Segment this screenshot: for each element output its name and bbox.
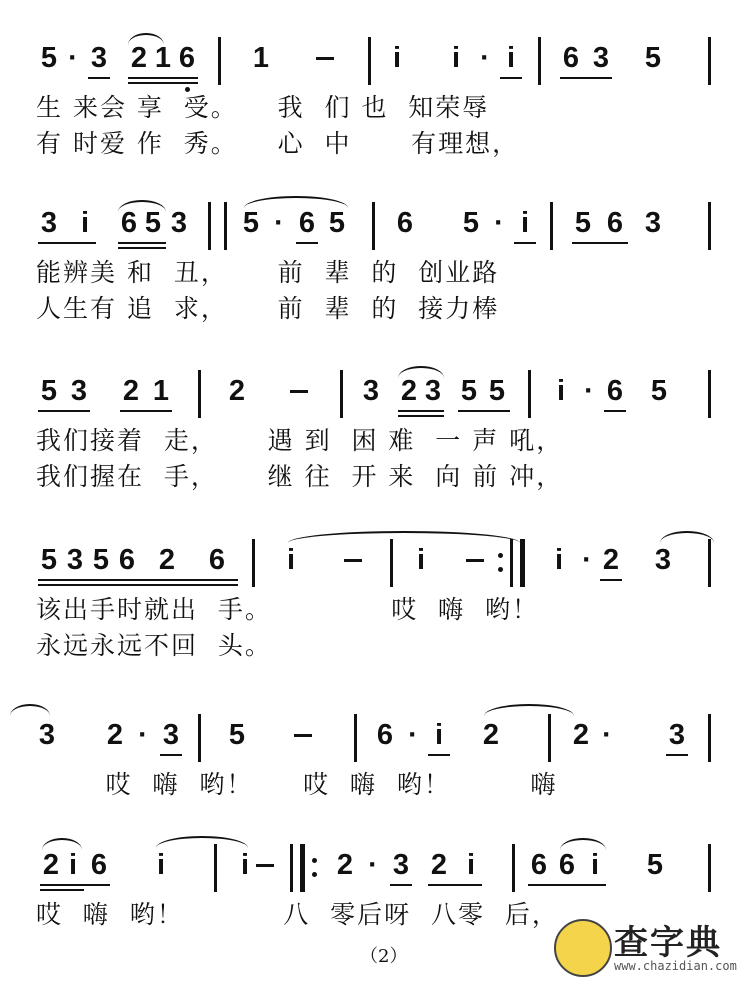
note: 6 — [562, 42, 580, 74]
dash — [294, 734, 312, 737]
note: 2 — [482, 719, 500, 751]
note: 2 — [228, 375, 246, 407]
notation-row — [0, 842, 754, 902]
lyrics-verse-2: 人生有 追 求， 前 辈 的 接力棒 — [36, 294, 500, 323]
dash — [466, 559, 484, 562]
watermark-url: www.chazidian.com — [614, 959, 737, 973]
note: 3 — [38, 719, 56, 751]
lyrics-verse-1: 生 来会 享 受。 我 们 也 知荣辱 — [36, 93, 490, 122]
note: i — [590, 849, 600, 881]
barline — [708, 844, 711, 892]
note: 6 — [178, 42, 196, 74]
dash — [256, 864, 274, 867]
note: 3 — [424, 375, 442, 407]
note: 2 — [106, 719, 124, 751]
note: 1 — [252, 42, 270, 74]
dash — [344, 559, 362, 562]
slur — [10, 704, 50, 716]
barline — [548, 714, 551, 762]
note: 2 — [158, 544, 176, 576]
note-dot: · — [274, 207, 284, 239]
slur — [484, 704, 574, 716]
underline — [528, 884, 606, 886]
note: i — [466, 849, 476, 881]
note: 6 — [120, 207, 138, 239]
note: i — [556, 375, 566, 407]
underline — [38, 242, 96, 244]
underline — [560, 77, 612, 79]
note: 3 — [162, 719, 180, 751]
note: 5 — [40, 375, 58, 407]
slur — [660, 531, 714, 543]
slur — [128, 33, 164, 45]
note: 5 — [574, 207, 592, 239]
note: i — [392, 42, 402, 74]
underline — [296, 242, 318, 244]
underline — [600, 579, 622, 581]
note: 6 — [396, 207, 414, 239]
note: 3 — [392, 849, 410, 881]
notation-row — [0, 35, 754, 95]
note: 3 — [40, 207, 58, 239]
note: i — [68, 849, 78, 881]
lyrics-verse-1: 该出手时就出 手。 哎 嗨 哟！ — [36, 595, 540, 624]
note-dot: · — [368, 849, 378, 881]
underline — [40, 889, 84, 891]
underline — [40, 884, 110, 886]
underline — [398, 410, 444, 412]
underline — [500, 77, 522, 79]
note: i — [286, 544, 296, 576]
underline — [88, 77, 110, 79]
notation-row — [0, 712, 754, 772]
barline — [208, 202, 211, 250]
note: 2 — [572, 719, 590, 751]
lyrics-verse-1: 哎 嗨 哟！ 八 零后呀 八零 后， — [36, 900, 559, 929]
note: 2 — [130, 42, 148, 74]
slur — [156, 836, 248, 848]
note: 5 — [92, 544, 110, 576]
note: 2 — [42, 849, 60, 881]
note: 6 — [298, 207, 316, 239]
note: i — [520, 207, 530, 239]
note: 1 — [154, 42, 172, 74]
barline — [354, 714, 357, 762]
lyrics-verse-2: 永远永远不回 头。 — [36, 631, 272, 660]
barline — [290, 844, 293, 892]
note: 3 — [362, 375, 380, 407]
slur — [42, 838, 82, 850]
note-dot: · — [494, 207, 504, 239]
note-dot: · — [480, 42, 490, 74]
note: 5 — [488, 375, 506, 407]
underline — [128, 82, 198, 84]
lyrics-verse-2: 有 时爱 作 秀。 心 中 有理想， — [36, 129, 520, 158]
note: 2 — [602, 544, 620, 576]
lyrics-verse-1: 能辨美 和 丑， 前 辈 的 创业路 — [36, 258, 500, 287]
note-dot: · — [408, 719, 418, 751]
note: 2 — [400, 375, 418, 407]
underline — [128, 77, 198, 79]
note: 3 — [70, 375, 88, 407]
note: i — [506, 42, 516, 74]
barline — [708, 714, 711, 762]
barline — [214, 844, 217, 892]
note: i — [156, 849, 166, 881]
note-dot: · — [68, 42, 78, 74]
note: 5 — [644, 42, 662, 74]
note: 3 — [170, 207, 188, 239]
underline — [390, 884, 412, 886]
underline — [160, 754, 182, 756]
note: 2 — [430, 849, 448, 881]
mascot-icon — [554, 919, 612, 977]
note: 6 — [558, 849, 576, 881]
note: 6 — [530, 849, 548, 881]
note: 6 — [376, 719, 394, 751]
underline — [428, 754, 450, 756]
barline — [224, 202, 227, 250]
barline — [708, 370, 711, 418]
note: 6 — [606, 207, 624, 239]
notation-row — [0, 368, 754, 428]
notation-row — [0, 537, 754, 597]
dash — [316, 57, 334, 60]
note: 5 — [228, 719, 246, 751]
repeat-dot — [498, 553, 503, 558]
barline — [708, 37, 711, 85]
underline — [38, 410, 90, 412]
note-dot: · — [584, 375, 594, 407]
lyrics-verse-2: 我们握在 手， 继 往 开 来 向 前 冲， — [36, 462, 564, 491]
barline — [528, 370, 531, 418]
underline — [120, 410, 172, 412]
watermark-logo — [554, 915, 737, 981]
notation-row — [0, 200, 754, 260]
watermark-name: 查字典 — [614, 923, 722, 963]
slur — [118, 200, 166, 212]
note: 5 — [144, 207, 162, 239]
barline — [372, 202, 375, 250]
lyrics-interjection: 哎 嗨 哟！ 哎 嗨 哟！ 嗨 — [36, 770, 558, 799]
note: 2 — [336, 849, 354, 881]
underline — [38, 579, 238, 581]
barline — [198, 714, 201, 762]
note: 5 — [328, 207, 346, 239]
barline — [368, 37, 371, 85]
note: 3 — [654, 544, 672, 576]
barline — [538, 37, 541, 85]
note: 6 — [606, 375, 624, 407]
note: i — [80, 207, 90, 239]
note: 5 — [462, 207, 480, 239]
barline — [708, 202, 711, 250]
repeat-dot — [498, 567, 503, 572]
note: 6 — [208, 544, 226, 576]
low-octave-dot — [185, 87, 190, 92]
repeat-dot — [312, 872, 317, 877]
underline — [604, 410, 626, 412]
repeat-dot — [312, 858, 317, 863]
note: 6 — [90, 849, 108, 881]
note: 3 — [90, 42, 108, 74]
underline — [398, 415, 444, 417]
barline — [390, 539, 393, 587]
note: 5 — [40, 42, 58, 74]
note: 3 — [644, 207, 662, 239]
barline — [198, 370, 201, 418]
barline — [252, 539, 255, 587]
underline — [118, 247, 166, 249]
note: i — [240, 849, 250, 881]
barline — [520, 539, 525, 587]
note: 5 — [650, 375, 668, 407]
barline — [550, 202, 553, 250]
underline — [666, 754, 688, 756]
barline — [512, 844, 515, 892]
barline — [708, 539, 711, 587]
underline — [38, 584, 238, 586]
note: 1 — [152, 375, 170, 407]
note: i — [554, 544, 564, 576]
page-number: （2） — [360, 946, 408, 967]
barline — [300, 844, 305, 892]
note-dot: · — [582, 544, 592, 576]
note: i — [416, 544, 426, 576]
note: 5 — [646, 849, 664, 881]
underline — [458, 410, 510, 412]
note: 3 — [592, 42, 610, 74]
barline — [218, 37, 221, 85]
underline — [514, 242, 536, 244]
note: 2 — [122, 375, 140, 407]
slur — [560, 838, 606, 850]
note: 3 — [66, 544, 84, 576]
note: 6 — [118, 544, 136, 576]
note: i — [434, 719, 444, 751]
note: 3 — [668, 719, 686, 751]
note: 5 — [242, 207, 260, 239]
dash — [290, 390, 308, 393]
note-dot: · — [138, 719, 148, 751]
note: i — [451, 42, 461, 74]
underline — [428, 884, 482, 886]
slur — [244, 196, 348, 208]
slur — [288, 531, 520, 543]
underline — [118, 242, 166, 244]
slur — [398, 366, 444, 378]
barline — [510, 539, 513, 587]
note: 5 — [40, 544, 58, 576]
underline — [572, 242, 628, 244]
barline — [340, 370, 343, 418]
note: 5 — [460, 375, 478, 407]
lyrics-verse-1: 我们接着 走， 遇 到 困 难 一 声 吼， — [36, 426, 564, 455]
note-dot: · — [602, 719, 612, 751]
